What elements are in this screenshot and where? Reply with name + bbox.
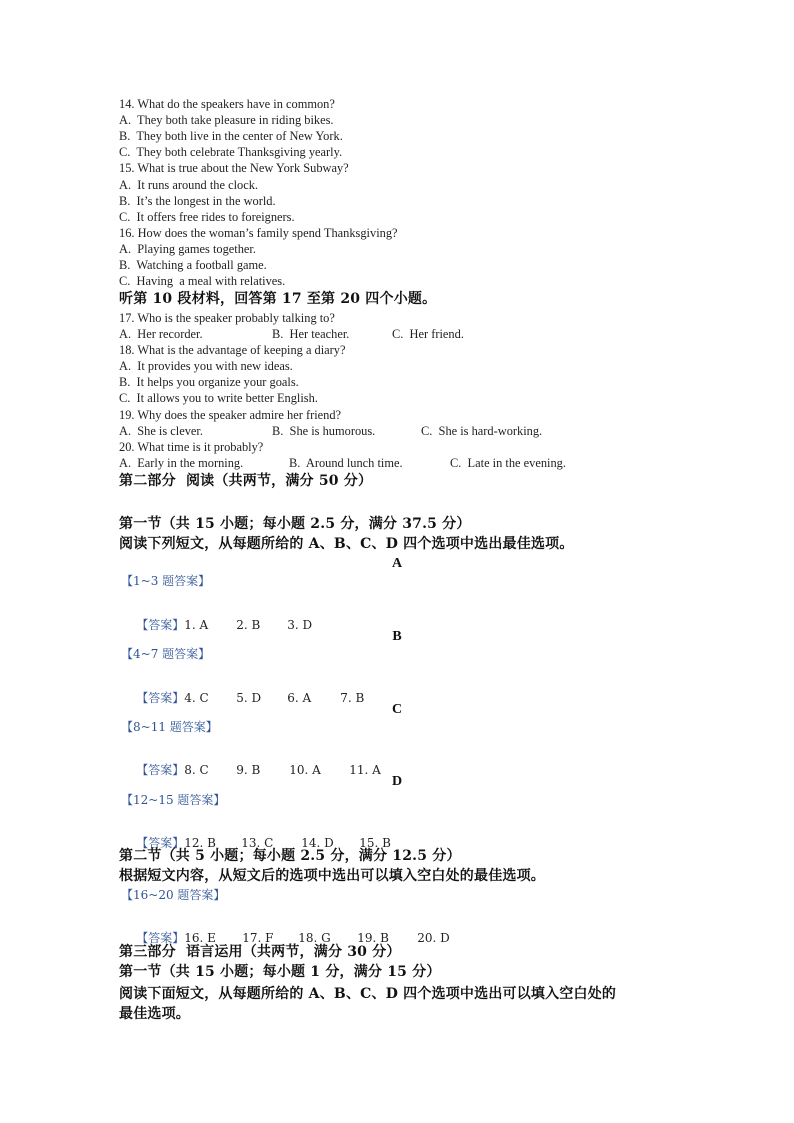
answer-item: 1. A [184, 618, 209, 632]
answer-item: 4. C [184, 691, 209, 705]
question-19-stem: 19. Why does the speaker admire her friend? [119, 408, 342, 422]
passage-b-letter: B [392, 629, 402, 644]
answer-item: 20. D [417, 931, 450, 945]
language-section-1-instructions-line-1: 阅读下面短文，从每题所给的 A、B、C、D 四个选项中选出可以填入空白处的 [119, 986, 617, 1002]
question-17-option-a: A. Her recorder. [119, 327, 203, 341]
question-16-option-c: C. Having a meal with relatives. [119, 274, 286, 288]
question-17-option-c: C. Her friend. [392, 327, 464, 341]
answer-item: 16. E [184, 931, 216, 945]
question-16-option-b: B. Watching a football game. [119, 258, 267, 272]
question-16-option-a: A. Playing games together. [119, 242, 256, 256]
answer-item: 11. A [349, 763, 381, 777]
passage-c-letter: C [391, 702, 403, 717]
answer-tag: 【答案】 [136, 836, 185, 850]
answer-tag: 【答案】 [136, 618, 185, 632]
question-14-stem: 14. What do the speakers have in common? [119, 97, 335, 111]
answer-item: 18. G [298, 931, 331, 945]
answer-item: 12. B [184, 836, 216, 850]
part-2-heading: 第二部分 阅读（共两节，满分 50 分） [119, 473, 373, 489]
question-15-stem: 15. What is true about the New York Subway? [119, 161, 349, 175]
question-19-option-a: A. She is clever. [119, 424, 203, 438]
question-20-option-b: B. Around lunch time. [289, 456, 403, 470]
question-14-option-a: A. They both take pleasure in riding bikes. [119, 113, 334, 127]
passage-d-letter: D [391, 774, 403, 789]
reading-section-2-title: 第二节（共 5 小题；每小题 2.5 分，满分 12.5 分） [119, 848, 461, 864]
material-10-heading: 听第 10 段材料，回答第 17 至第 20 四个小题。 [119, 291, 437, 307]
question-17-option-b: B. Her teacher. [272, 327, 350, 341]
question-20-option-a: A. Early in the morning. [119, 456, 244, 470]
part-3-heading: 第三部分 语言运用（共两节，满分 30 分） [119, 944, 401, 960]
answer-item: 10. A [289, 763, 321, 777]
answer-item: 13. C [241, 836, 274, 850]
question-15-option-c: C. It offers free rides to foreigners. [119, 210, 295, 224]
answer-item: 5. D [236, 691, 262, 705]
question-15-option-b: B. It’s the longest in the world. [119, 194, 276, 208]
answer-item: 6. A [287, 691, 312, 705]
question-18-option-a: A. It provides you with new ideas. [119, 359, 293, 373]
section-2-answer-range: 【16~20 题答案】 [121, 888, 226, 902]
question-19-option-c: C. She is hard-working. [421, 424, 543, 438]
question-20-option-c: C. Late in the evening. [450, 456, 566, 470]
question-14-option-c: C. They both celebrate Thanksgiving yearly. [119, 145, 343, 159]
reading-section-1-instructions: 阅读下列短文，从每题所给的 A、B、C、D 四个选项中选出最佳选项。 [119, 536, 574, 552]
question-18-option-b: B. It helps you organize your goals. [119, 375, 299, 389]
answer-tag: 【答案】 [136, 763, 185, 777]
language-section-1-instructions-line-2: 最佳选项。 [119, 1006, 190, 1022]
reading-section-2-instructions: 根据短文内容，从短文后的选项中选出可以填入空白处的最佳选项。 [119, 868, 545, 884]
question-19-option-b: B. She is humorous. [272, 424, 376, 438]
question-15-option-a: A. It runs around the clock. [119, 178, 259, 192]
passage-a-answer-range: 【1~3 题答案】 [121, 574, 211, 588]
reading-section-1-title: 第一节（共 15 小题；每小题 2.5 分，满分 37.5 分） [119, 516, 471, 532]
question-18-stem: 18. What is the advantage of keeping a diary? [119, 343, 346, 357]
question-14-option-b: B. They both live in the center of New York. [119, 129, 343, 143]
language-section-1-title: 第一节（共 15 小题；每小题 1 分，满分 15 分） [119, 964, 441, 980]
passage-c-answer-range: 【8~11 题答案】 [121, 720, 218, 734]
answer-tag: 【答案】 [136, 931, 185, 945]
passage-a-letter: A [391, 556, 403, 571]
answer-item: 7. B [340, 691, 365, 705]
question-20-stem: 20. What time is it probably? [119, 440, 264, 454]
answer-tag: 【答案】 [136, 691, 185, 705]
answer-item: 9. B [236, 763, 261, 777]
answer-item: 8. C [184, 763, 209, 777]
answer-item: 15. B [359, 836, 391, 850]
passage-b-answer-range: 【4~7 题答案】 [121, 647, 211, 661]
question-16-stem: 16. How does the woman’s family spend Thanksgiving? [119, 226, 398, 240]
passage-d-answer-range: 【12~15 题答案】 [121, 793, 226, 807]
answer-item: 19. B [357, 931, 389, 945]
answer-item: 17. F [242, 931, 274, 945]
answer-item: 2. B [236, 618, 261, 632]
question-18-option-c: C. It allows you to write better English. [119, 391, 318, 405]
question-17-stem: 17. Who is the speaker probably talking to? [119, 311, 335, 325]
answer-item: 14. D [301, 836, 334, 850]
answer-item: 3. D [287, 618, 313, 632]
